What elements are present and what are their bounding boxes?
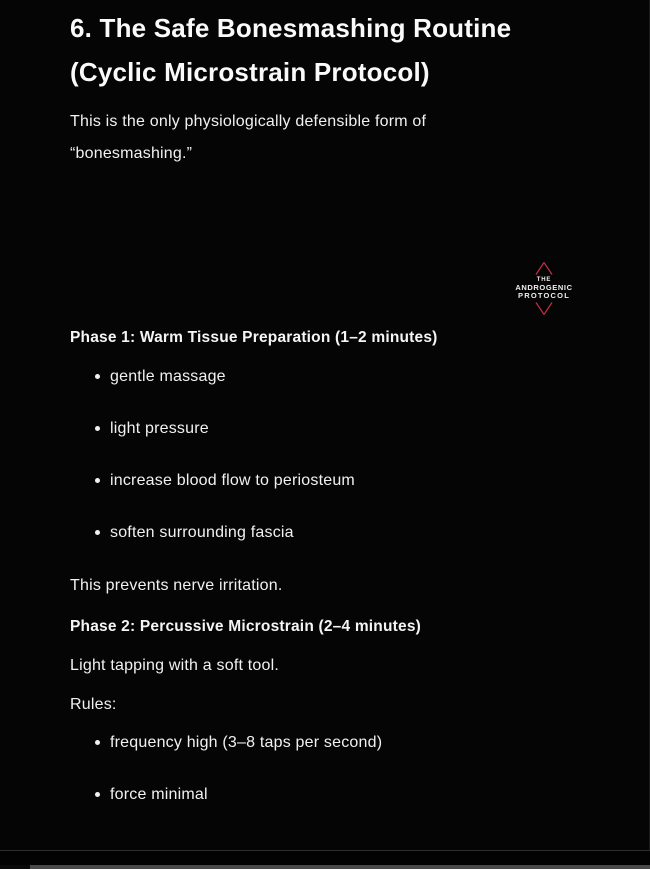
- brand-logo: [513, 261, 575, 316]
- phase-1-bullet-list: [70, 368, 580, 541]
- brand-logo-protocol: PROTOCOL: [518, 291, 570, 300]
- horizontal-scrollbar-track: [0, 865, 650, 869]
- diamond-bottom-icon: [534, 301, 554, 316]
- intro-paragraph: This is the only physiologically defensible form of “bonesmashing.”: [70, 113, 427, 162]
- horizontal-scrollbar-thumb[interactable]: [30, 865, 650, 869]
- list-item: force minimal: [70, 786, 580, 803]
- phase-1-note: This prevents nerve irritation.: [70, 577, 283, 594]
- list-item: frequency high (3–8 taps per second): [70, 734, 580, 751]
- diamond-top-icon: [534, 261, 554, 276]
- list-item: light pressure: [70, 420, 580, 437]
- phase-2-lead: Light tapping with a soft tool.: [70, 657, 279, 674]
- phase-2-bullet-list: [70, 734, 580, 803]
- page-bottom-edge: [0, 850, 650, 869]
- list-item: gentle massage: [70, 368, 580, 385]
- brand-logo-the: THE: [536, 277, 552, 283]
- page-title: 6. The Safe Bonesmashing Routine (Cyclic Microstrain Protocol): [70, 13, 512, 87]
- phase-1-heading: Phase 1: Warm Tissue Preparation (1–2 minutes): [70, 329, 438, 346]
- list-item: increase blood flow to periosteum: [70, 472, 580, 489]
- rules-label: Rules:: [70, 696, 117, 713]
- brand-logo-androgenic: ANDROGENIC: [515, 283, 573, 292]
- phase-2-heading: Phase 2: Percussive Microstrain (2–4 minutes): [70, 618, 422, 635]
- list-item: soften surrounding fascia: [70, 524, 580, 541]
